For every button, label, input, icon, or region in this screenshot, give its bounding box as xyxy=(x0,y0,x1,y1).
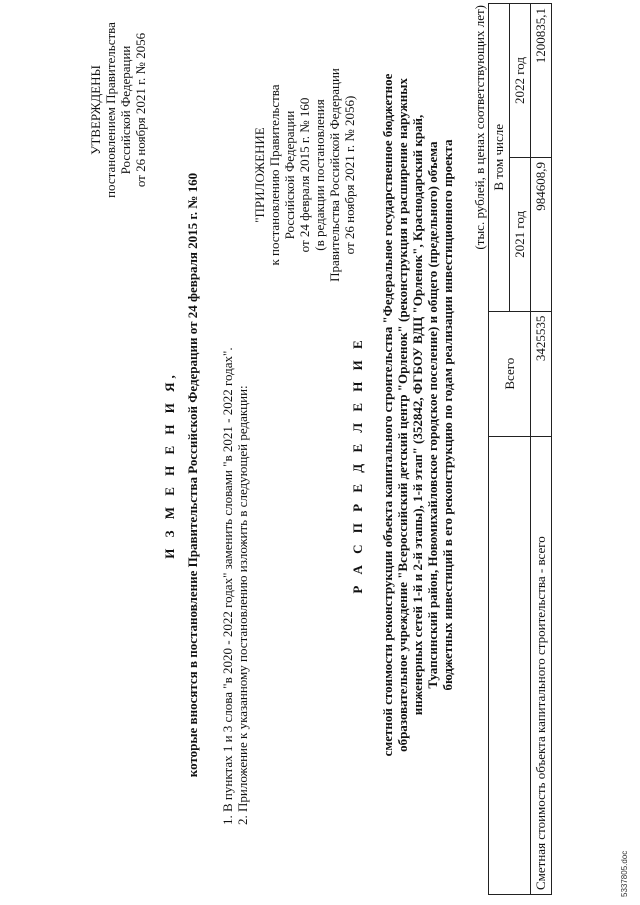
table-header-year-2022: 2022 год xyxy=(510,4,531,158)
distribution-line: Туапсинский район, Новомихайловское городское поселение) и общего (предельного) объема xyxy=(425,141,440,689)
distribution-line: сметной стоимости реконструкции объекта капитального строительства "Федеральное государственное бюджетное xyxy=(380,73,395,757)
distribution-title: Р А С П Р Е Д Е Л Е Н И Е xyxy=(350,336,365,594)
table-header-year-2021: 2021 год xyxy=(510,158,531,312)
appendix-line: от 26 ноября 2021 г. № 2056) xyxy=(342,95,357,255)
changes-item-1: 1. В пунктах 1 и 3 слова "в 2020 - 2022 годах" заменить словами "в 2021 - 2022 годах". xyxy=(220,347,235,825)
document-reference: 5337805.doc xyxy=(620,850,629,897)
distribution-line: инженерных сетей 1-й и 2-й этапы), 1-й этап" (352842, ФГБОУ ВДЦ "Орленок", Краснодарский край, xyxy=(410,114,425,716)
units-note: (тыс. рублей, в ценах соответствующих лет) xyxy=(472,5,487,250)
appendix-line: Правительства Российской Федерации xyxy=(327,68,342,282)
row-label: Сметная стоимость объекта капитального строительства - всего xyxy=(531,436,552,894)
approval-line: постановлением Правительства xyxy=(103,22,118,198)
approval-line: УТВЕРЖДЕНЫ xyxy=(88,65,103,155)
distribution-table xyxy=(488,3,552,895)
appendix-block xyxy=(252,45,357,305)
approval-line: от 26 ноября 2021 г. № 2056 xyxy=(133,32,148,188)
appendix-line: "ПРИЛОЖЕНИЕ xyxy=(252,127,267,223)
distribution-description xyxy=(380,5,455,825)
table-header-total: Всего xyxy=(489,311,531,436)
appendix-line: (в редакции постановления xyxy=(312,99,327,251)
distribution-line: образовательное учреждение "Всероссийский детский центр "Орленок" (реконструкция и расширение наружных xyxy=(395,78,410,752)
changes-title: И З М Е Н Е Н И Я, xyxy=(162,371,177,559)
appendix-line: от 24 февраля 2015 г. № 160 xyxy=(297,97,312,253)
appendix-line: к постановлению Правительства xyxy=(267,84,282,266)
approval-line: Российской Федерации xyxy=(118,45,133,175)
changes-item-2: 2. Приложение к указанному постановлению изложить в следующей редакции: xyxy=(235,385,250,825)
row-2022: 1200835,1 xyxy=(531,4,552,158)
distribution-line: бюджетных инвестиций в его реконструкцию по годам реализации инвестиционного проекта xyxy=(440,139,455,691)
changes-subtitle: которые вносятся в постановление Правительства Российской Федерации от 24 февраля 2015 г. № 160 xyxy=(185,172,200,778)
table-row xyxy=(531,4,552,895)
row-total: 3425535 xyxy=(531,311,552,436)
table-header-row xyxy=(489,4,510,895)
approval-block xyxy=(88,15,148,205)
appendix-line: Российской Федерации xyxy=(282,110,297,240)
table-header-empty xyxy=(489,436,531,894)
row-2021: 984608,9 xyxy=(531,158,552,312)
table-header-including: В том числе xyxy=(489,4,510,312)
